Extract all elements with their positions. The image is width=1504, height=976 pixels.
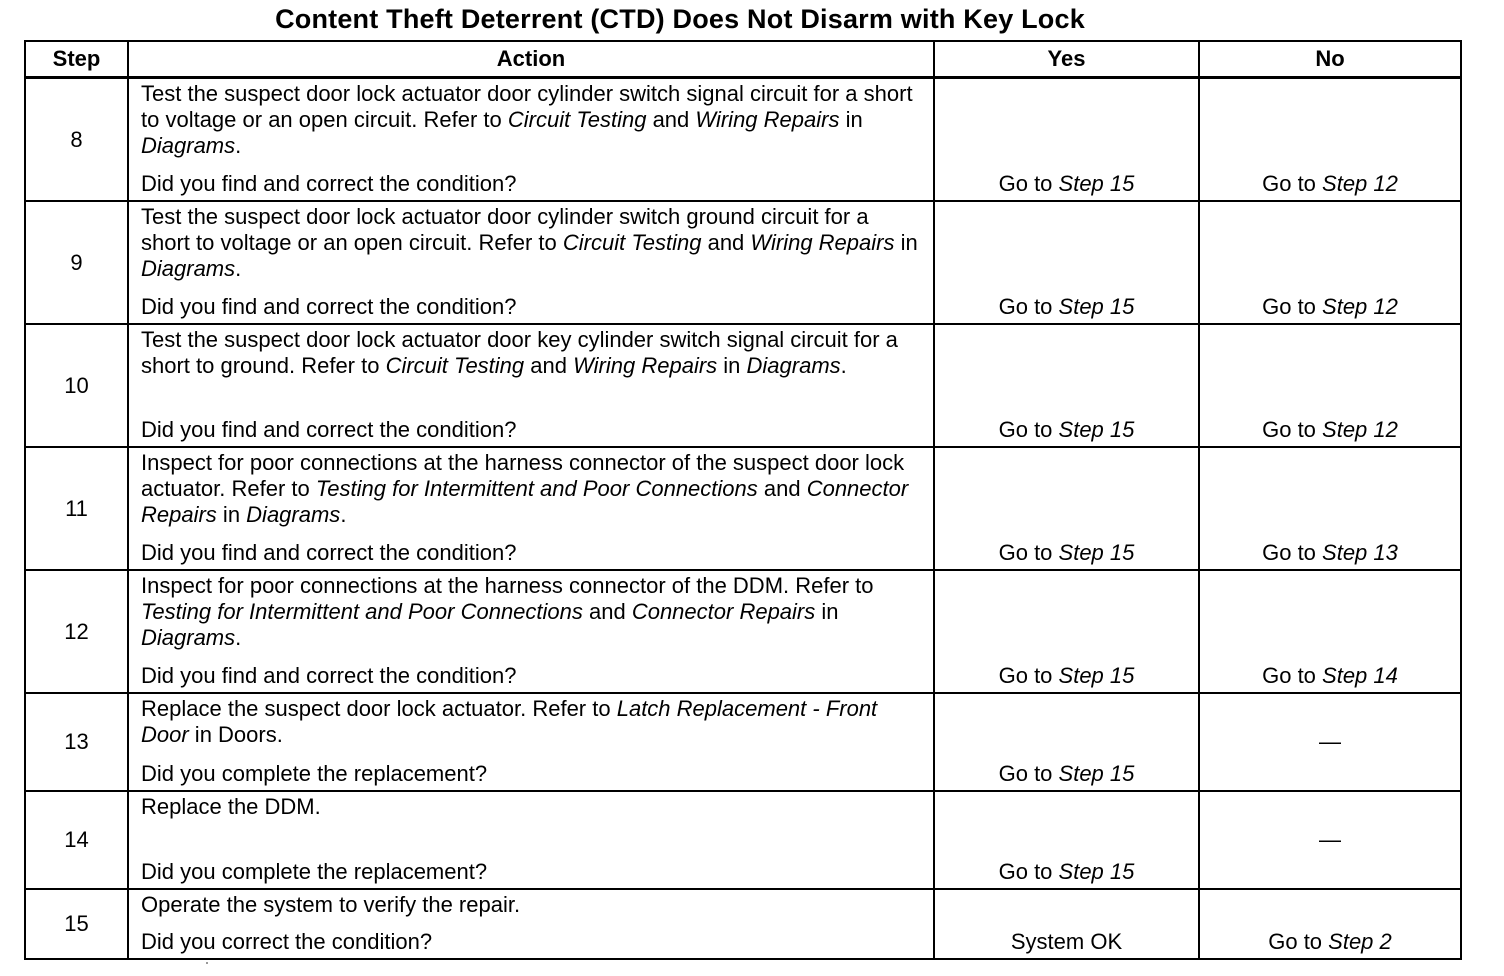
yes-result-text: Go to	[998, 294, 1059, 319]
action-text: in Doors.	[188, 722, 283, 747]
action-text: Test the suspect door lock actuator door key cylinder switch signal circuit for a short to ground. Refer to	[141, 327, 898, 378]
step-number: 10	[25, 324, 128, 447]
no-step-ref: Step 12	[1322, 294, 1398, 319]
action-text: and	[582, 599, 632, 624]
yes-result-text: Go to	[998, 663, 1059, 688]
table-row	[25, 791, 1461, 889]
table-row	[25, 693, 1461, 791]
action-text: .	[235, 256, 242, 281]
yes-result	[935, 171, 1198, 197]
action-text: Test the suspect door lock actuator door cylinder switch ground circuit for a short to voltage or an open circuit. Refer to	[141, 204, 869, 255]
action-text: in	[839, 107, 863, 132]
action-text: Test the suspect door lock actuator door cylinder switch signal circuit for a short to voltage or an open circuit. Refer to	[141, 81, 913, 132]
header-row	[25, 41, 1461, 78]
table-row	[25, 570, 1461, 693]
yes-step-ref: Step 15	[1058, 540, 1135, 565]
yes-cell	[934, 324, 1199, 447]
yes-step-ref: Step 15	[1058, 663, 1135, 688]
action-cell	[128, 791, 934, 889]
action-text: and	[524, 353, 574, 378]
yes-cell	[934, 889, 1199, 959]
no-cell	[1199, 889, 1461, 959]
scan-speck	[206, 962, 208, 964]
step-number: 13	[25, 693, 128, 791]
action-question: Did you find and correct the condition?	[141, 294, 517, 319]
no-result	[1200, 929, 1460, 955]
no-cell	[1199, 447, 1461, 570]
no-cell	[1199, 693, 1461, 791]
yes-result-text: Go to	[998, 417, 1059, 442]
action-text: .	[840, 353, 847, 378]
action-cell	[128, 693, 934, 791]
yes-cell	[934, 693, 1199, 791]
yes-cell	[934, 570, 1199, 693]
reference-link-text: Circuit Testing	[385, 353, 525, 378]
reference-link-text: Diagrams	[746, 353, 841, 378]
no-result-text: Go to	[1262, 294, 1323, 319]
reference-link-text: Diagrams	[246, 502, 341, 527]
step-number: 12	[25, 570, 128, 693]
no-cell	[1199, 324, 1461, 447]
action-cell	[128, 78, 934, 202]
yes-result	[935, 417, 1198, 443]
reference-link-text: Circuit Testing	[562, 230, 702, 255]
table-row	[25, 201, 1461, 324]
action-cell	[128, 570, 934, 693]
no-result-text: Go to	[1262, 417, 1323, 442]
yes-step-ref: Step 15	[1058, 859, 1135, 884]
yes-cell	[934, 78, 1199, 202]
action-cell	[128, 447, 934, 570]
reference-link-text: Diagrams	[141, 256, 236, 281]
action-description	[141, 327, 921, 379]
action-cell	[128, 324, 934, 447]
action-text: in	[216, 502, 247, 527]
reference-link-text: Diagrams	[141, 133, 236, 158]
page-title: Content Theft Deterrent (CTD) Does Not Disarm with Key Lock	[275, 4, 1085, 34]
yes-step-ref: Step 15	[1058, 171, 1135, 196]
reference-link-text: Circuit Testing	[507, 107, 647, 132]
step-number: 8	[25, 78, 128, 202]
yes-result-text: Go to	[998, 171, 1059, 196]
no-cell	[1199, 201, 1461, 324]
action-text: Inspect for poor connections at the harness connector of the suspect door lock actuator. Refer to	[141, 450, 905, 501]
step-number: 11	[25, 447, 128, 570]
yes-result	[935, 540, 1198, 566]
action-description	[141, 450, 921, 528]
action-text: Replace the DDM.	[141, 794, 321, 819]
reference-link-text: Wiring Repairs	[695, 107, 840, 132]
no-cell	[1199, 78, 1461, 202]
step-number: 15	[25, 889, 128, 959]
action-text: and	[757, 476, 807, 501]
no-result	[1200, 540, 1460, 566]
action-question: Did you find and correct the condition?	[141, 663, 517, 688]
step-number: 9	[25, 201, 128, 324]
action-text: in	[815, 599, 839, 624]
yes-result-text: Go to	[998, 761, 1059, 786]
action-description	[141, 892, 921, 918]
step-number: 14	[25, 791, 128, 889]
reference-link-text: Connector Repairs	[141, 476, 909, 527]
reference-link-text: Latch Replacement - Front Door	[141, 696, 878, 747]
no-step-ref: Step 13	[1322, 540, 1398, 565]
action-text: and	[701, 230, 751, 255]
no-result	[1200, 663, 1460, 689]
action-question: Did you complete the replacement?	[141, 859, 488, 884]
action-text: in	[717, 353, 747, 378]
no-step-ref: Step 14	[1322, 663, 1398, 688]
action-description	[141, 696, 921, 748]
action-text: .	[235, 133, 242, 158]
header-no: No	[1199, 41, 1461, 78]
action-text: Inspect for poor connections at the harness connector of the DDM. Refer to	[141, 573, 874, 598]
table-row	[25, 324, 1461, 447]
yes-cell	[934, 791, 1199, 889]
action-description	[141, 573, 921, 651]
yes-cell	[934, 201, 1199, 324]
yes-step-ref: Step 15	[1058, 417, 1135, 442]
action-cell	[128, 889, 934, 959]
reference-link-text: Diagrams	[141, 625, 236, 650]
yes-result	[935, 663, 1198, 689]
action-text: and	[646, 107, 696, 132]
yes-cell	[934, 447, 1199, 570]
no-cell	[1199, 570, 1461, 693]
table-row	[25, 889, 1461, 959]
action-cell	[128, 201, 934, 324]
reference-link-text: Wiring Repairs	[573, 353, 718, 378]
no-cell	[1199, 791, 1461, 889]
action-text: in	[894, 230, 918, 255]
action-question: Did you correct the condition?	[141, 929, 433, 954]
reference-link-text: Testing for Intermittent and Poor Connections	[141, 599, 583, 624]
no-result	[1200, 417, 1460, 443]
no-step-ref: Step 12	[1322, 171, 1398, 196]
table-row	[25, 78, 1461, 202]
header-action: Action	[128, 41, 934, 78]
header-step: Step	[25, 41, 128, 78]
yes-result-text: Go to	[998, 540, 1059, 565]
yes-result-text: System OK	[1010, 929, 1123, 954]
reference-link-text: Wiring Repairs	[750, 230, 895, 255]
action-question: Did you find and correct the condition?	[141, 417, 517, 442]
reference-link-text: Testing for Intermittent and Poor Connections	[315, 476, 758, 501]
yes-result-text: Go to	[998, 859, 1059, 884]
action-text: .	[340, 502, 347, 527]
empty-dash: —	[1319, 729, 1341, 754]
yes-result	[935, 859, 1198, 885]
action-question: Did you complete the replacement?	[141, 761, 488, 786]
action-text: Replace the suspect door lock actuator. Refer to	[141, 696, 617, 721]
yes-step-ref: Step 15	[1058, 294, 1135, 319]
action-question: Did you find and correct the condition?	[141, 540, 517, 565]
yes-result	[935, 761, 1198, 787]
no-result	[1200, 294, 1460, 320]
action-question: Did you find and correct the condition?	[141, 171, 517, 196]
action-description	[141, 204, 921, 282]
diagnostic-table	[24, 40, 1462, 960]
no-step-ref: Step 2	[1328, 929, 1392, 954]
action-text: .	[235, 625, 242, 650]
no-result-text: Go to	[1262, 663, 1323, 688]
header-yes: Yes	[934, 41, 1199, 78]
action-description	[141, 81, 921, 159]
yes-result	[935, 929, 1198, 955]
action-description	[141, 794, 921, 820]
empty-dash: —	[1319, 827, 1341, 852]
reference-link-text: Connector Repairs	[631, 599, 816, 624]
no-step-ref: Step 12	[1322, 417, 1398, 442]
action-text: Operate the system to verify the repair.	[141, 892, 521, 917]
no-result-text: Go to	[1262, 540, 1323, 565]
no-result-text: Go to	[1262, 171, 1323, 196]
no-result	[1200, 171, 1460, 197]
yes-step-ref: Step 15	[1058, 761, 1135, 786]
no-result-text: Go to	[1268, 929, 1329, 954]
yes-result	[935, 294, 1198, 320]
table-row	[25, 447, 1461, 570]
